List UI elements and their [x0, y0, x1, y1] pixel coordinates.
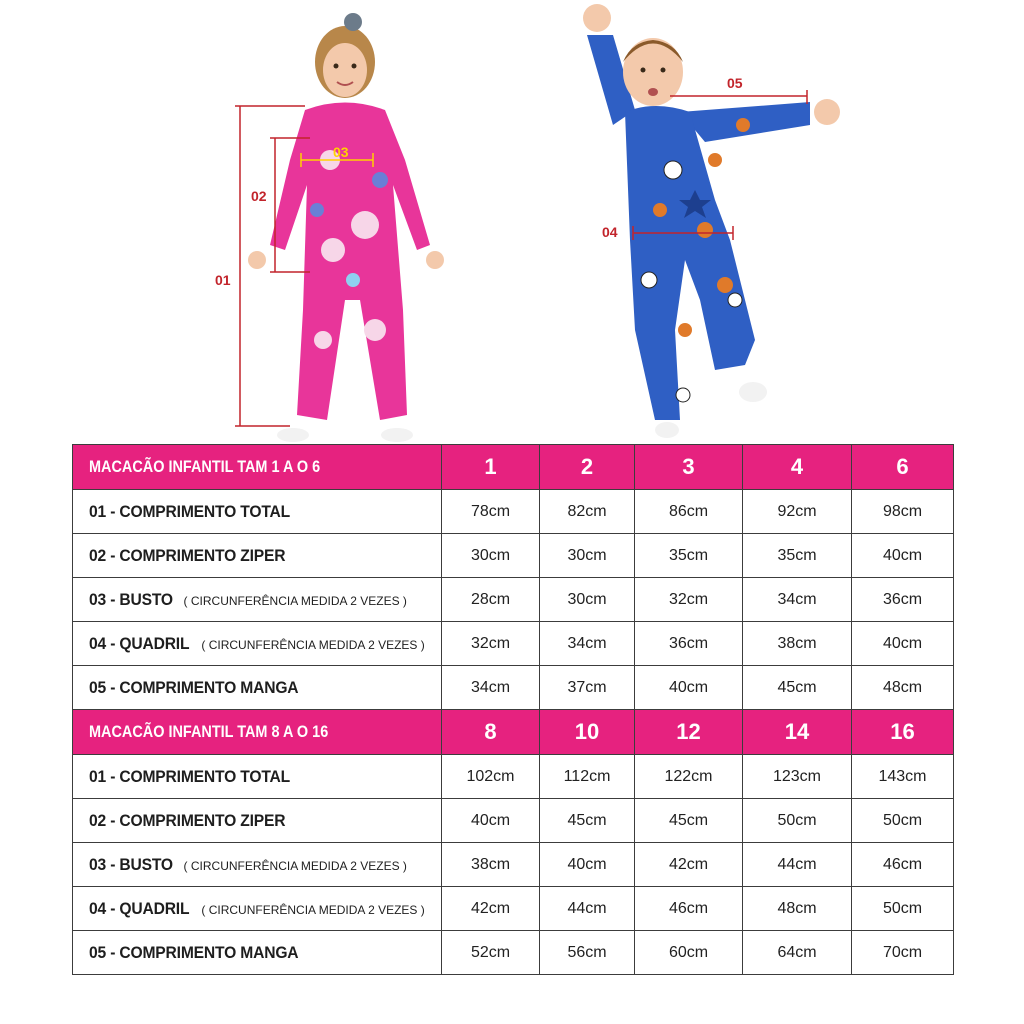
table-cell: 40cm — [635, 666, 743, 710]
measure-label-01: 01 — [215, 272, 231, 288]
boy-illustration — [565, 0, 865, 445]
table-cell: 34cm — [743, 578, 852, 622]
table-cell: 46cm — [635, 887, 743, 931]
measure-line-05 — [670, 90, 807, 104]
table-row — [73, 666, 954, 710]
table-row — [73, 622, 954, 666]
table-cell: 123cm — [743, 755, 852, 799]
table-cell: 34cm — [540, 622, 635, 666]
girl-pink-onesie-photo — [215, 10, 460, 445]
row-label: 03 - BUSTO ( CIRCUNFERÊNCIA MEDIDA 2 VEZES ) — [73, 843, 442, 887]
table-cell: 45cm — [743, 666, 852, 710]
table-cell: 92cm — [743, 490, 852, 534]
table-cell: 30cm — [540, 534, 635, 578]
table-cell: 48cm — [852, 666, 954, 710]
table-cell: 52cm — [442, 931, 540, 975]
size-chart-table — [72, 444, 954, 975]
table-cell: 34cm — [442, 666, 540, 710]
table1-title: MACACÃO INFANTIL TAM 1 A O 6 — [73, 445, 442, 490]
table-cell: 45cm — [635, 799, 743, 843]
row-label: 03 - BUSTO ( CIRCUNFERÊNCIA MEDIDA 2 VEZES ) — [73, 578, 442, 622]
table-row — [73, 843, 954, 887]
size-header-row-1 — [73, 445, 954, 490]
table-cell: 46cm — [852, 843, 954, 887]
size-col-header: 16 — [852, 710, 954, 755]
table-row — [73, 490, 954, 534]
size-col-header: 8 — [442, 710, 540, 755]
table-cell: 40cm — [442, 799, 540, 843]
table-cell: 40cm — [540, 843, 635, 887]
table-cell: 28cm — [442, 578, 540, 622]
measure-label-02: 02 — [251, 188, 267, 204]
size-col-header: 10 — [540, 710, 635, 755]
boy-blue-onesie-photo — [565, 0, 865, 445]
table-cell: 44cm — [743, 843, 852, 887]
table-cell: 42cm — [442, 887, 540, 931]
size-col-header: 3 — [635, 445, 743, 490]
measure-label-04: 04 — [602, 224, 618, 240]
table-cell: 112cm — [540, 755, 635, 799]
table-cell: 32cm — [442, 622, 540, 666]
measure-label-05: 05 — [727, 75, 743, 91]
row-label: 01 - COMPRIMENTO TOTAL — [73, 490, 442, 534]
table-cell: 98cm — [852, 490, 954, 534]
table-cell: 38cm — [442, 843, 540, 887]
table-cell: 122cm — [635, 755, 743, 799]
table-row — [73, 755, 954, 799]
table-cell: 40cm — [852, 622, 954, 666]
table-cell: 50cm — [852, 799, 954, 843]
table-cell: 143cm — [852, 755, 954, 799]
size-col-header: 2 — [540, 445, 635, 490]
size-header-row-2 — [73, 710, 954, 755]
table-cell: 60cm — [635, 931, 743, 975]
row-label: 05 - COMPRIMENTO MANGA — [73, 931, 442, 975]
table-cell: 78cm — [442, 490, 540, 534]
row-label: 05 - COMPRIMENTO MANGA — [73, 666, 442, 710]
table-cell: 30cm — [540, 578, 635, 622]
table-cell: 35cm — [635, 534, 743, 578]
size-col-header: 6 — [852, 445, 954, 490]
table-cell: 40cm — [852, 534, 954, 578]
table-row — [73, 578, 954, 622]
table-cell: 82cm — [540, 490, 635, 534]
row-label: 04 - QUADRIL ( CIRCUNFERÊNCIA MEDIDA 2 VEZES ) — [73, 887, 442, 931]
table-cell: 30cm — [442, 534, 540, 578]
row-label: 01 - COMPRIMENTO TOTAL — [73, 755, 442, 799]
table-cell: 48cm — [743, 887, 852, 931]
table2-title: MACACÃO INFANTIL TAM 8 A O 16 — [73, 710, 442, 755]
table-cell: 56cm — [540, 931, 635, 975]
table-cell: 102cm — [442, 755, 540, 799]
girl-illustration — [235, 10, 460, 445]
row-label: 04 - QUADRIL ( CIRCUNFERÊNCIA MEDIDA 2 VEZES ) — [73, 622, 442, 666]
table-row — [73, 931, 954, 975]
table-cell: 35cm — [743, 534, 852, 578]
table-cell: 36cm — [852, 578, 954, 622]
table-cell: 37cm — [540, 666, 635, 710]
size-col-header: 14 — [743, 710, 852, 755]
table-row — [73, 887, 954, 931]
table-cell: 36cm — [635, 622, 743, 666]
row-label: 02 - COMPRIMENTO ZIPER — [73, 799, 442, 843]
table-row — [73, 799, 954, 843]
table-cell: 50cm — [852, 887, 954, 931]
table-cell: 38cm — [743, 622, 852, 666]
table-row — [73, 534, 954, 578]
measure-label-03: 03 — [333, 144, 349, 160]
table-cell: 45cm — [540, 799, 635, 843]
row-label: 02 - COMPRIMENTO ZIPER — [73, 534, 442, 578]
table-cell: 86cm — [635, 490, 743, 534]
table-cell: 70cm — [852, 931, 954, 975]
table-cell: 42cm — [635, 843, 743, 887]
size-col-header: 1 — [442, 445, 540, 490]
table-cell: 64cm — [743, 931, 852, 975]
size-col-header: 12 — [635, 710, 743, 755]
size-col-header: 4 — [743, 445, 852, 490]
table-cell: 44cm — [540, 887, 635, 931]
table-cell: 32cm — [635, 578, 743, 622]
table-cell: 50cm — [743, 799, 852, 843]
